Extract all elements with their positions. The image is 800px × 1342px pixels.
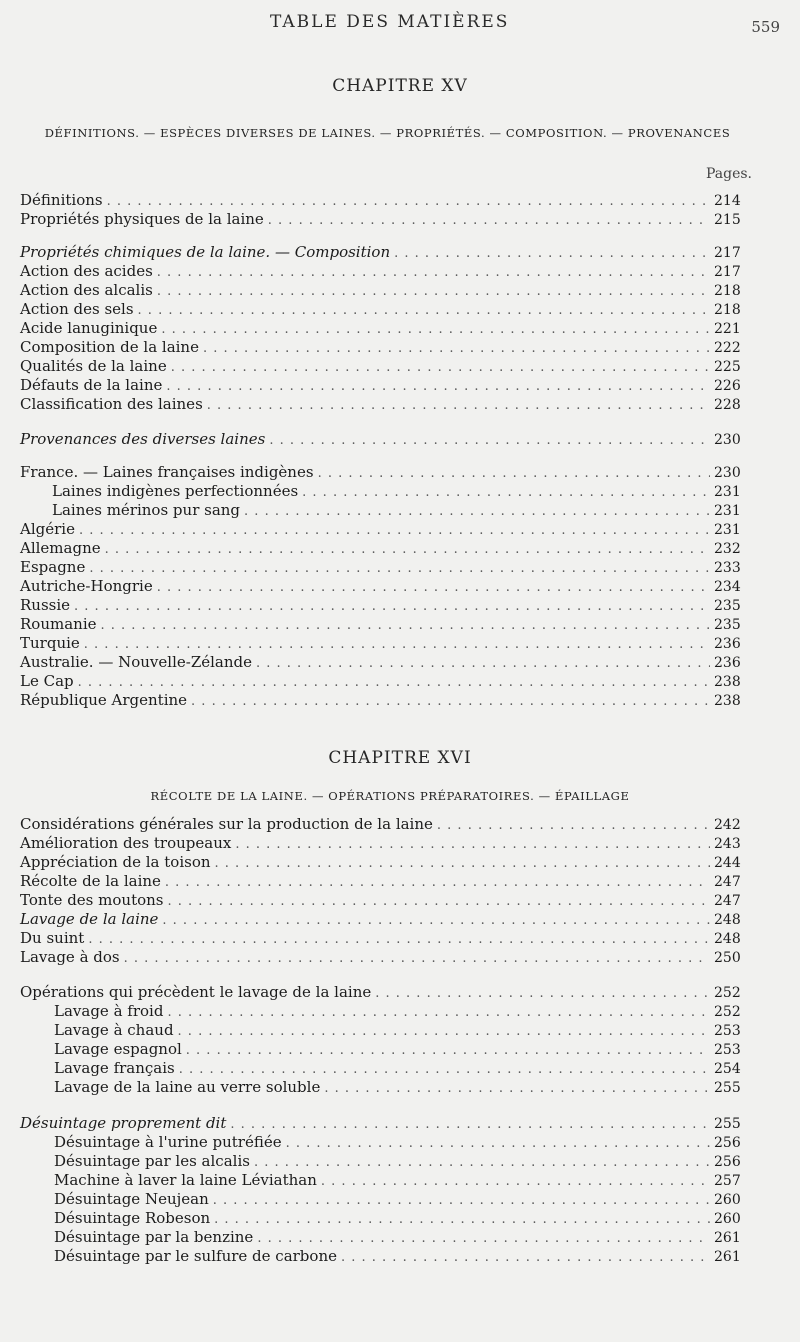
toc-entry-page: 217	[714, 264, 741, 280]
toc-entry[interactable]	[20, 691, 740, 710]
toc-entry[interactable]	[20, 243, 740, 262]
toc-entry-label: Considérations générales sur la production de la laine	[20, 815, 433, 833]
toc-entry[interactable]	[20, 319, 740, 338]
toc-entry-label: Le Cap	[20, 672, 74, 690]
toc-entry[interactable]	[20, 577, 740, 596]
toc-entry[interactable]	[20, 463, 740, 482]
toc-entry[interactable]	[20, 357, 740, 376]
toc-entry[interactable]	[20, 853, 740, 872]
toc-entry[interactable]	[20, 672, 740, 691]
toc-entry[interactable]	[20, 430, 740, 449]
toc-entry-label: Définitions	[20, 191, 103, 209]
dot-leader	[341, 1248, 710, 1267]
chapter-15-subtitle: DÉFINITIONS. — ESPÈCES DIVERSES DE LAINES. — PROPRIÉTÉS. — COMPOSITION. — PROVENANCES	[44, 126, 731, 140]
toc-entry-page: 232	[714, 541, 741, 557]
toc-entry[interactable]	[20, 300, 740, 319]
toc-entry[interactable]	[20, 482, 740, 501]
toc-entry[interactable]	[20, 872, 740, 891]
toc-entry-page: 231	[714, 484, 741, 500]
toc-entry-page: 253	[714, 1023, 741, 1039]
dot-leader	[268, 211, 710, 230]
toc-entry-label: Désuintage par la benzine	[54, 1228, 254, 1246]
toc-entry-page: 226	[714, 378, 741, 394]
toc-entry-page: 215	[714, 212, 741, 228]
toc-entry[interactable]	[20, 983, 740, 1002]
toc-entry-page: 231	[714, 503, 741, 519]
dot-leader	[157, 263, 710, 282]
pages-column-label: Pages.	[705, 166, 752, 182]
toc-entry-label: Roumanie	[20, 615, 97, 633]
dot-leader	[230, 1115, 710, 1134]
dot-leader	[89, 559, 710, 578]
dot-leader	[167, 892, 710, 911]
toc-entry-label: Allemagne	[20, 539, 101, 557]
toc-entry-page: 236	[714, 636, 741, 652]
dot-leader	[257, 1229, 710, 1248]
toc-entry-label: Du suint	[20, 929, 85, 947]
toc-entry-label: Algérie	[20, 520, 75, 538]
toc-entry[interactable]	[20, 653, 740, 672]
chapter-15-heading: CHAPITRE XV	[332, 76, 468, 96]
toc-entry-page: 243	[714, 836, 741, 852]
toc-entry-page: 214	[714, 193, 741, 209]
toc-entry-label: Tonte des moutons	[20, 891, 164, 909]
toc-entry[interactable]	[20, 1002, 740, 1021]
toc-entry[interactable]	[20, 929, 740, 948]
toc-entry-label: République Argentine	[20, 691, 188, 709]
toc-entry-page: 236	[714, 655, 741, 671]
dot-leader	[286, 1134, 710, 1153]
toc-entry-label: Lavage à froid	[54, 1002, 164, 1020]
toc-entry[interactable]	[20, 539, 740, 558]
toc-entry-page: 217	[714, 245, 741, 261]
dot-leader	[235, 835, 710, 854]
toc-entry-page: 248	[714, 931, 741, 947]
toc-entry-label: Lavage français	[54, 1059, 175, 1077]
toc-entry-page: 222	[714, 340, 741, 356]
dot-leader	[375, 984, 710, 1003]
toc-entry[interactable]	[20, 1152, 740, 1171]
dot-leader	[78, 673, 710, 692]
dot-leader	[124, 949, 710, 968]
toc-entry-page: 218	[714, 283, 741, 299]
toc-entry[interactable]	[20, 596, 740, 615]
toc-entry-label: Action des sels	[20, 300, 134, 318]
dot-leader	[203, 339, 710, 358]
dot-leader	[138, 301, 710, 320]
toc-entry-page: 244	[714, 855, 741, 871]
running-head	[0, 12, 800, 36]
toc-entry[interactable]	[20, 281, 740, 300]
toc-entry[interactable]	[20, 1133, 740, 1152]
toc-entry-label: Qualités de la laine	[20, 357, 167, 375]
toc-entry-label: Appréciation de la toison	[20, 853, 211, 871]
dot-leader	[269, 431, 710, 450]
toc-entry-label: Désuintage proprement dit	[20, 1114, 227, 1132]
toc-entry-page: 234	[714, 579, 741, 595]
toc-entry-page: 233	[714, 560, 741, 576]
dot-leader	[161, 320, 710, 339]
toc-entry-page: 256	[714, 1154, 741, 1170]
toc-entry-page: 261	[714, 1230, 741, 1246]
toc-entry-label: Opérations qui précèdent le lavage de la laine	[20, 983, 372, 1001]
dot-leader	[105, 540, 710, 559]
dot-leader	[207, 396, 710, 415]
toc-entry[interactable]	[20, 1209, 740, 1228]
toc-entry-label: Provenances des diverses laines	[20, 430, 266, 448]
toc-entry-label: Laines indigènes perfectionnées	[52, 482, 299, 500]
toc-entry[interactable]	[20, 891, 740, 910]
toc-entry[interactable]	[20, 558, 740, 577]
toc-entry-label: Autriche-Hongrie	[20, 577, 153, 595]
toc-entry-label: Défauts de la laine	[20, 376, 163, 394]
dot-leader	[84, 635, 710, 654]
toc-entry-page: 221	[714, 321, 741, 337]
toc-entry-page: 248	[714, 912, 741, 928]
dot-leader	[101, 616, 711, 635]
dot-leader	[318, 464, 710, 483]
toc-entry-page: 260	[714, 1211, 741, 1227]
toc-entry[interactable]	[20, 948, 740, 967]
dot-leader	[324, 1079, 710, 1098]
dot-leader	[179, 1060, 710, 1079]
toc-entry-label: Lavage de la laine	[20, 910, 159, 928]
toc-entry[interactable]	[20, 395, 740, 414]
toc-entry-label: Lavage espagnol	[54, 1040, 182, 1058]
toc-entry-page: 252	[714, 1004, 741, 1020]
toc-entry[interactable]	[20, 338, 740, 357]
toc-entry-label: Récolte de la laine	[20, 872, 161, 890]
toc-entry[interactable]	[20, 210, 740, 229]
toc-entry-page: 256	[714, 1135, 741, 1151]
dot-leader	[88, 930, 710, 949]
toc-entry[interactable]	[20, 1228, 740, 1247]
page-number: 559	[751, 18, 780, 36]
toc-entry[interactable]	[20, 501, 740, 520]
toc-entry[interactable]	[20, 834, 740, 853]
dot-leader	[256, 654, 710, 673]
toc-entry-page: 261	[714, 1249, 741, 1265]
dot-leader	[74, 597, 710, 616]
toc-entry[interactable]	[20, 615, 740, 634]
toc-entry-label: Classification des laines	[20, 395, 203, 413]
dot-leader	[215, 854, 710, 873]
toc-entry[interactable]	[20, 1078, 740, 1097]
toc-entry-page: 255	[714, 1116, 741, 1132]
toc-entry-label: Propriétés chimiques de la laine. — Composition	[20, 243, 391, 261]
dot-leader	[167, 1003, 710, 1022]
toc-entry-label: Désuintage à l'urine putréfiée	[54, 1133, 282, 1151]
toc-entry-label: Propriétés physiques de la laine	[20, 210, 264, 228]
toc-entry-label: Lavage de la laine au verre soluble	[54, 1078, 321, 1096]
dot-leader	[214, 1210, 710, 1229]
toc-entry[interactable]	[20, 1021, 740, 1040]
toc-entry-label: Action des alcalis	[20, 281, 153, 299]
dot-leader	[162, 911, 710, 930]
toc-entry-label: Turquie	[20, 634, 80, 652]
dot-leader	[165, 873, 710, 892]
toc-entry-page: 255	[714, 1080, 741, 1096]
toc-entry-page: 242	[714, 817, 741, 833]
toc-entry-page: 230	[714, 465, 741, 481]
dot-leader	[254, 1153, 710, 1172]
toc-entry-page: 254	[714, 1061, 741, 1077]
toc-entry-page: 235	[714, 598, 741, 614]
toc-entry[interactable]	[20, 815, 740, 834]
toc-entry[interactable]	[20, 376, 740, 395]
toc-entry-page: 238	[714, 693, 741, 709]
toc-entry-label: Lavage à chaud	[54, 1021, 174, 1039]
dot-leader	[157, 578, 710, 597]
toc-entry[interactable]	[20, 191, 740, 210]
chapter-16-subtitle: RÉCOLTE DE LA LAINE. — OPÉRATIONS PRÉPARATOIRES. — ÉPAILLAGE	[150, 789, 630, 803]
dot-leader	[244, 502, 710, 521]
toc-entry[interactable]	[20, 262, 740, 281]
toc-entry[interactable]	[20, 520, 740, 539]
toc-entry-label: Désuintage Robeson	[54, 1209, 211, 1227]
toc-entry-label: Amélioration des troupeaux	[20, 834, 232, 852]
toc-entry-label: Composition de la laine	[20, 338, 199, 356]
dot-leader	[107, 192, 710, 211]
toc-entry-label: Action des acides	[20, 262, 153, 280]
toc-entry-page: 257	[714, 1173, 741, 1189]
dot-leader	[186, 1041, 710, 1060]
toc-entry-page: 230	[714, 432, 741, 448]
dot-leader	[191, 692, 710, 711]
toc-entry-page: 253	[714, 1042, 741, 1058]
toc-entry-label: Laines mérinos pur sang	[52, 501, 241, 519]
toc-entry-page: 247	[714, 874, 741, 890]
toc-entry[interactable]	[20, 1171, 740, 1190]
toc-entry[interactable]	[20, 1247, 740, 1266]
toc-entry[interactable]	[20, 1190, 740, 1209]
dot-leader	[213, 1191, 710, 1210]
toc-entry-label: Désuintage par le sulfure de carbone	[54, 1247, 337, 1265]
dot-leader	[79, 521, 710, 540]
dot-leader	[394, 244, 710, 263]
toc-entry-page: 252	[714, 985, 741, 1001]
toc-entry[interactable]	[20, 634, 740, 653]
running-title: TABLE DES MATIÈRES	[270, 12, 510, 32]
toc-entry-page: 228	[714, 397, 741, 413]
toc-entry-label: Australie. — Nouvelle-Zélande	[20, 653, 252, 671]
toc-entry-page: 247	[714, 893, 741, 909]
dot-leader	[437, 816, 710, 835]
toc-entry-page: 235	[714, 617, 741, 633]
dot-leader	[166, 377, 710, 396]
toc-entry[interactable]	[20, 1114, 740, 1133]
toc-entry-label: France. — Laines françaises indigènes	[20, 463, 314, 481]
dot-leader	[302, 483, 710, 502]
toc-entry-page: 260	[714, 1192, 741, 1208]
toc-entry-page: 218	[714, 302, 741, 318]
toc-entry-page: 225	[714, 359, 741, 375]
dot-leader	[321, 1172, 710, 1191]
toc-entry[interactable]	[20, 1059, 740, 1078]
dot-leader	[171, 358, 710, 377]
toc-entry-label: Désuintage Neujean	[54, 1190, 209, 1208]
dot-leader	[157, 282, 710, 301]
toc-entry-page: 238	[714, 674, 741, 690]
toc-entry-label: Désuintage par les alcalis	[54, 1152, 250, 1170]
toc-entry-page: 250	[714, 950, 741, 966]
toc-entry-label: Machine à laver la laine Léviathan	[54, 1171, 317, 1189]
toc-entry-label: Espagne	[20, 558, 86, 576]
toc-entry-label: Acide lanuginique	[20, 319, 158, 337]
toc-entry-page: 231	[714, 522, 741, 538]
toc-entry-label: Russie	[20, 596, 71, 614]
toc-entry-label: Lavage à dos	[20, 948, 120, 966]
chapter-16-heading: CHAPITRE XVI	[328, 748, 472, 768]
toc-entry[interactable]	[20, 910, 740, 929]
toc-entry[interactable]	[20, 1040, 740, 1059]
dot-leader	[178, 1022, 710, 1041]
